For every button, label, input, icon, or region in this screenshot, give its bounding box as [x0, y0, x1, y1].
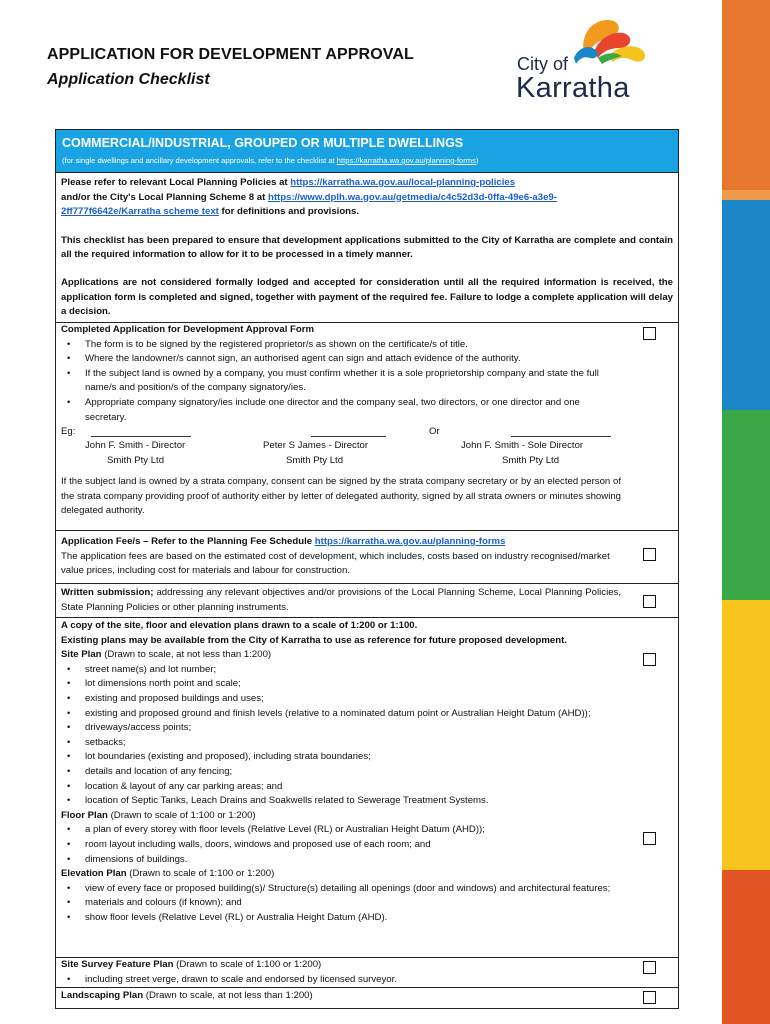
list-item: • lot boundaries (existing and proposed), including strata boundaries; [85, 750, 621, 765]
section-note: (for single dwellings and ancillary development approvals, refer to the checklist at https://karratha.wa.gov.au/planning-forms) [62, 156, 479, 165]
completed-application-checkbox[interactable] [643, 327, 656, 340]
list-item: • street name(s) and lot number; [85, 663, 621, 678]
completed-application-heading: Completed Application for Development Approval Form [61, 324, 315, 335]
logo-name-text: Karratha [516, 72, 630, 104]
intro-paragraph-2: This checklist has been prepared to ensure that development applications submitted to the City of Karratha are complete and contain all the required information to allow for it to be processed in a timely manner. [61, 234, 673, 261]
list-item: • materials and colours (if known); and [85, 896, 621, 911]
signatory-examples [61, 425, 673, 469]
landscaping-heading: Landscaping Plan (Drawn to scale, at not less than 1:200) [61, 990, 313, 1001]
floor-plan-heading: Floor Plan (Drawn to scale of 1:100 or 1:200) [61, 809, 256, 821]
list-item: • existing and proposed ground and finish levels (relative to a nominated datum point or Australian Height Datum (AHD)); [85, 707, 621, 722]
decorative-color-stripe [722, 0, 770, 1024]
signatory-2-name: Peter S James - Director [263, 440, 369, 452]
intro-section [56, 173, 678, 323]
plans-existing-line: Existing plans may be available from the City of Karratha to use as reference for future proposed development. [61, 634, 567, 646]
landscaping-section [56, 988, 678, 1008]
section-heading: COMMERCIAL/INDUSTRIAL, GROUPED OR MULTIPLE DWELLINGS [62, 136, 464, 150]
signatory-3-name: John F. Smith - Sole Director [461, 440, 584, 452]
elevation-plan-heading: Elevation Plan (Drawn to scale of 1:100 or 1:200) [61, 868, 275, 880]
list-item: • dimensions of buildings. [85, 853, 621, 868]
list-item: • Where the landowner/s cannot sign, an authorised agent can sign and attach evidence of the authority. [85, 352, 621, 367]
list-item: • lot dimensions north point and scale; [85, 677, 621, 692]
list-item: • show floor levels (Relative Level (RL) or Australia Height Datum (AHD). [85, 911, 621, 926]
floor-plan-checkbox[interactable] [643, 832, 656, 845]
written-submission-text: Written submission; addressing any relevant objectives and/or provisions of the Local Planning Scheme, Local Planning Policies, State Planning Policies or other planning instruments. [61, 587, 622, 613]
list-item: • a plan of every storey with floor levels (Relative Level (RL) or Australian Height Datum (AHD)); [85, 823, 621, 838]
site-plan-list [61, 663, 673, 809]
plans-section [56, 618, 678, 958]
signatory-3-company: Smith Pty Ltd [502, 455, 560, 467]
list-item: • If the subject land is owned by a company, you must confirm whether it is a sole proprietorship company and state the full name/s and position/s of the company signatory/ies. [85, 367, 621, 396]
checklist-table [55, 129, 679, 1009]
signature-line [311, 436, 386, 437]
signature-line [91, 436, 191, 437]
scheme-text-link-part2[interactable]: 2ff777f6642e/Karratha scheme text [61, 206, 219, 218]
planning-forms-link[interactable]: https://karratha.wa.gov.au/planning-forms [314, 536, 506, 547]
written-submission-section [56, 584, 678, 618]
site-plan-heading: Site Plan (Drawn to scale, at not less than 1:200) [61, 649, 272, 661]
floor-plan-list [61, 823, 673, 867]
elevation-plan-list [61, 882, 673, 926]
completed-application-section [56, 323, 678, 531]
signatory-1-company: Smith Pty Ltd [107, 455, 165, 467]
list-item: • room layout including walls, doors, windows and proposed use of each room; and [85, 838, 621, 853]
signatory-1-name: John F. Smith - Director [85, 440, 186, 452]
site-survey-section [56, 958, 678, 988]
list-item: • details and location of any fencing; [85, 765, 621, 780]
fees-section [56, 531, 678, 584]
local-planning-policies-link[interactable]: https://karratha.wa.gov.au/local-planning-policies [290, 177, 516, 188]
list-item: • including street verge, drawn to scale and endorsed by licensed surveyor. [85, 973, 673, 988]
intro-paragraph-1: Please refer to relevant Local Planning Policies at https://karratha.wa.gov.au/local-planning-policies and/or the City's Local Planning Scheme 8 at https://www.dplh.wa.gov.au/getmedia/c4c52d3d-0ffa-49e6-a3e9- 2ff777f6642e/Karratha scheme text for definitions and provisions. [61, 177, 557, 218]
document-subtitle: Application Checklist [47, 71, 210, 88]
scheme-text-link-part1[interactable]: https://www.dplh.wa.gov.au/getmedia/c4c52d3d-0ffa-49e6-a3e9- [268, 191, 557, 203]
landscaping-checkbox[interactable] [643, 991, 656, 1004]
fees-checkbox[interactable] [643, 548, 656, 561]
plans-scale-line: A copy of the site, floor and elevation plans drawn to a scale of 1:200 or 1:100. [61, 620, 418, 631]
document-title: APPLICATION FOR DEVELOPMENT APPROVAL [47, 46, 414, 63]
site-survey-heading: Site Survey Feature Plan (Drawn to scale of 1:100 or 1:200) [61, 959, 322, 970]
list-item: • location of Septic Tanks, Leach Drains and Soakwells related to Sewerage Treatment Systems. [85, 794, 621, 809]
logo-city-text: City of [517, 54, 569, 74]
list-item: • The form is to be signed by the registered proprietor/s as shown on the certificate/s of title. [85, 338, 621, 353]
list-item: • view of every face or proposed building(s)/ Structure(s) detailing all openings (door and windows) and architectural features; [85, 882, 621, 897]
list-item: • driveways/access points; [85, 721, 621, 736]
written-submission-checkbox[interactable] [643, 595, 656, 608]
list-item: • setbacks; [85, 736, 621, 751]
fees-heading: Application Fee/s – Refer to the Planning Fee Schedule https://karratha.wa.gov.au/planning-forms [61, 536, 506, 547]
section-header-band [56, 130, 678, 173]
intro-paragraph-3: Applications are not considered formally lodged and accepted for consideration until all the required information is received, the application form is completed and signed, together with payment of the required fee. Failure to lodge a complete application will delay a decision. [61, 276, 673, 318]
list-item: • location & layout of any car parking areas; and [85, 780, 621, 795]
eg-label: Eg: [61, 426, 76, 438]
signatory-2-company: Smith Pty Ltd [286, 455, 344, 467]
site-plan-checkbox[interactable] [643, 653, 656, 666]
or-label: Or [429, 426, 440, 438]
single-dwellings-checklist-link[interactable]: https://karratha.wa.gov.au/planning-forms [336, 156, 476, 165]
signature-line [511, 436, 611, 437]
completed-application-list [61, 338, 673, 426]
list-item: • Appropriate company signatory/ies include one director and the company seal, two directors, or one director and one secretary. [85, 396, 621, 425]
strata-paragraph: If the subject land is owned by a strata company, consent can be signed by the strata company secretary or by an elected person of the strata company providing proof of authority either by letter of delegated authority, signed by all strata owners or minutes showing delegated authority. [61, 476, 621, 517]
list-item: • existing and proposed buildings and uses; [85, 692, 621, 707]
fees-text: The application fees are based on the estimated cost of development, which includes, costs based on industry recognised/market value prices, including cost for materials and labour for construction. [61, 550, 610, 577]
site-survey-list [61, 973, 673, 988]
